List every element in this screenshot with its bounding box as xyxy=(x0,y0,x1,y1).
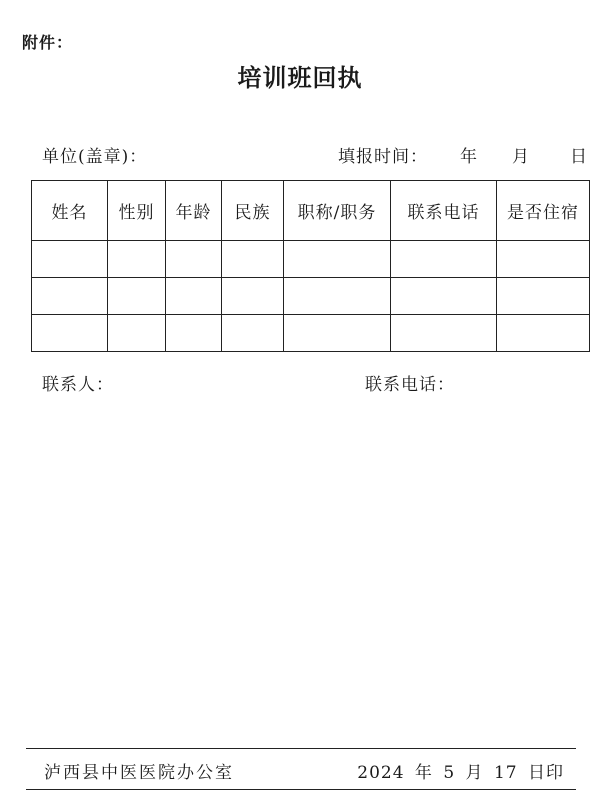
table-cell[interactable] xyxy=(222,241,284,278)
table-cell[interactable] xyxy=(108,241,166,278)
table-cell[interactable] xyxy=(166,315,222,352)
table-cell[interactable] xyxy=(166,241,222,278)
fill-time-label: 填报时间： xyxy=(338,147,428,167)
column-header-gender: 性别 xyxy=(108,181,166,241)
table-cell[interactable] xyxy=(391,278,497,315)
contact-person-label: 联系人： xyxy=(42,375,114,395)
contact-phone-label: 联系电话： xyxy=(365,375,455,395)
page-title: 培训班回执 xyxy=(237,64,363,92)
fill-time-line xyxy=(338,142,588,167)
table-cell[interactable] xyxy=(32,241,108,278)
fill-time-day: 日 xyxy=(570,147,588,167)
table-cell[interactable] xyxy=(391,241,497,278)
table-cell[interactable] xyxy=(497,241,590,278)
column-header-age: 年龄 xyxy=(166,181,222,241)
table-header-row xyxy=(32,181,590,241)
column-header-ethnicity: 民族 xyxy=(222,181,284,241)
table-cell[interactable] xyxy=(222,278,284,315)
table-cell[interactable] xyxy=(32,315,108,352)
table-cell[interactable] xyxy=(108,315,166,352)
fill-time-month: 月 xyxy=(512,147,530,167)
column-header-accommodation: 是否住宿 xyxy=(497,181,590,241)
table-cell[interactable] xyxy=(166,278,222,315)
table-cell[interactable] xyxy=(497,315,590,352)
table-cell[interactable] xyxy=(222,315,284,352)
footer-print-date: 2024 年 5 月 17 日印 xyxy=(357,763,564,783)
table-cell[interactable] xyxy=(284,315,391,352)
table-row xyxy=(32,315,590,352)
table-cell[interactable] xyxy=(284,278,391,315)
unit-seal-label: 单位(盖章)： xyxy=(42,147,148,167)
table-cell[interactable] xyxy=(391,315,497,352)
table-row xyxy=(32,241,590,278)
footer-divider-top xyxy=(26,748,576,749)
column-header-name: 姓名 xyxy=(32,181,108,241)
table-cell[interactable] xyxy=(497,278,590,315)
table-row xyxy=(32,278,590,315)
fill-time-year: 年 xyxy=(460,147,478,167)
table-cell[interactable] xyxy=(284,241,391,278)
attachment-label: 附件： xyxy=(22,33,74,52)
registration-table xyxy=(31,180,590,352)
table-cell[interactable] xyxy=(108,278,166,315)
footer-issuer: 泸西县中医医院办公室 xyxy=(44,763,234,783)
column-header-phone: 联系电话 xyxy=(391,181,497,241)
column-header-title-position: 职称/职务 xyxy=(284,181,391,241)
table-cell[interactable] xyxy=(32,278,108,315)
